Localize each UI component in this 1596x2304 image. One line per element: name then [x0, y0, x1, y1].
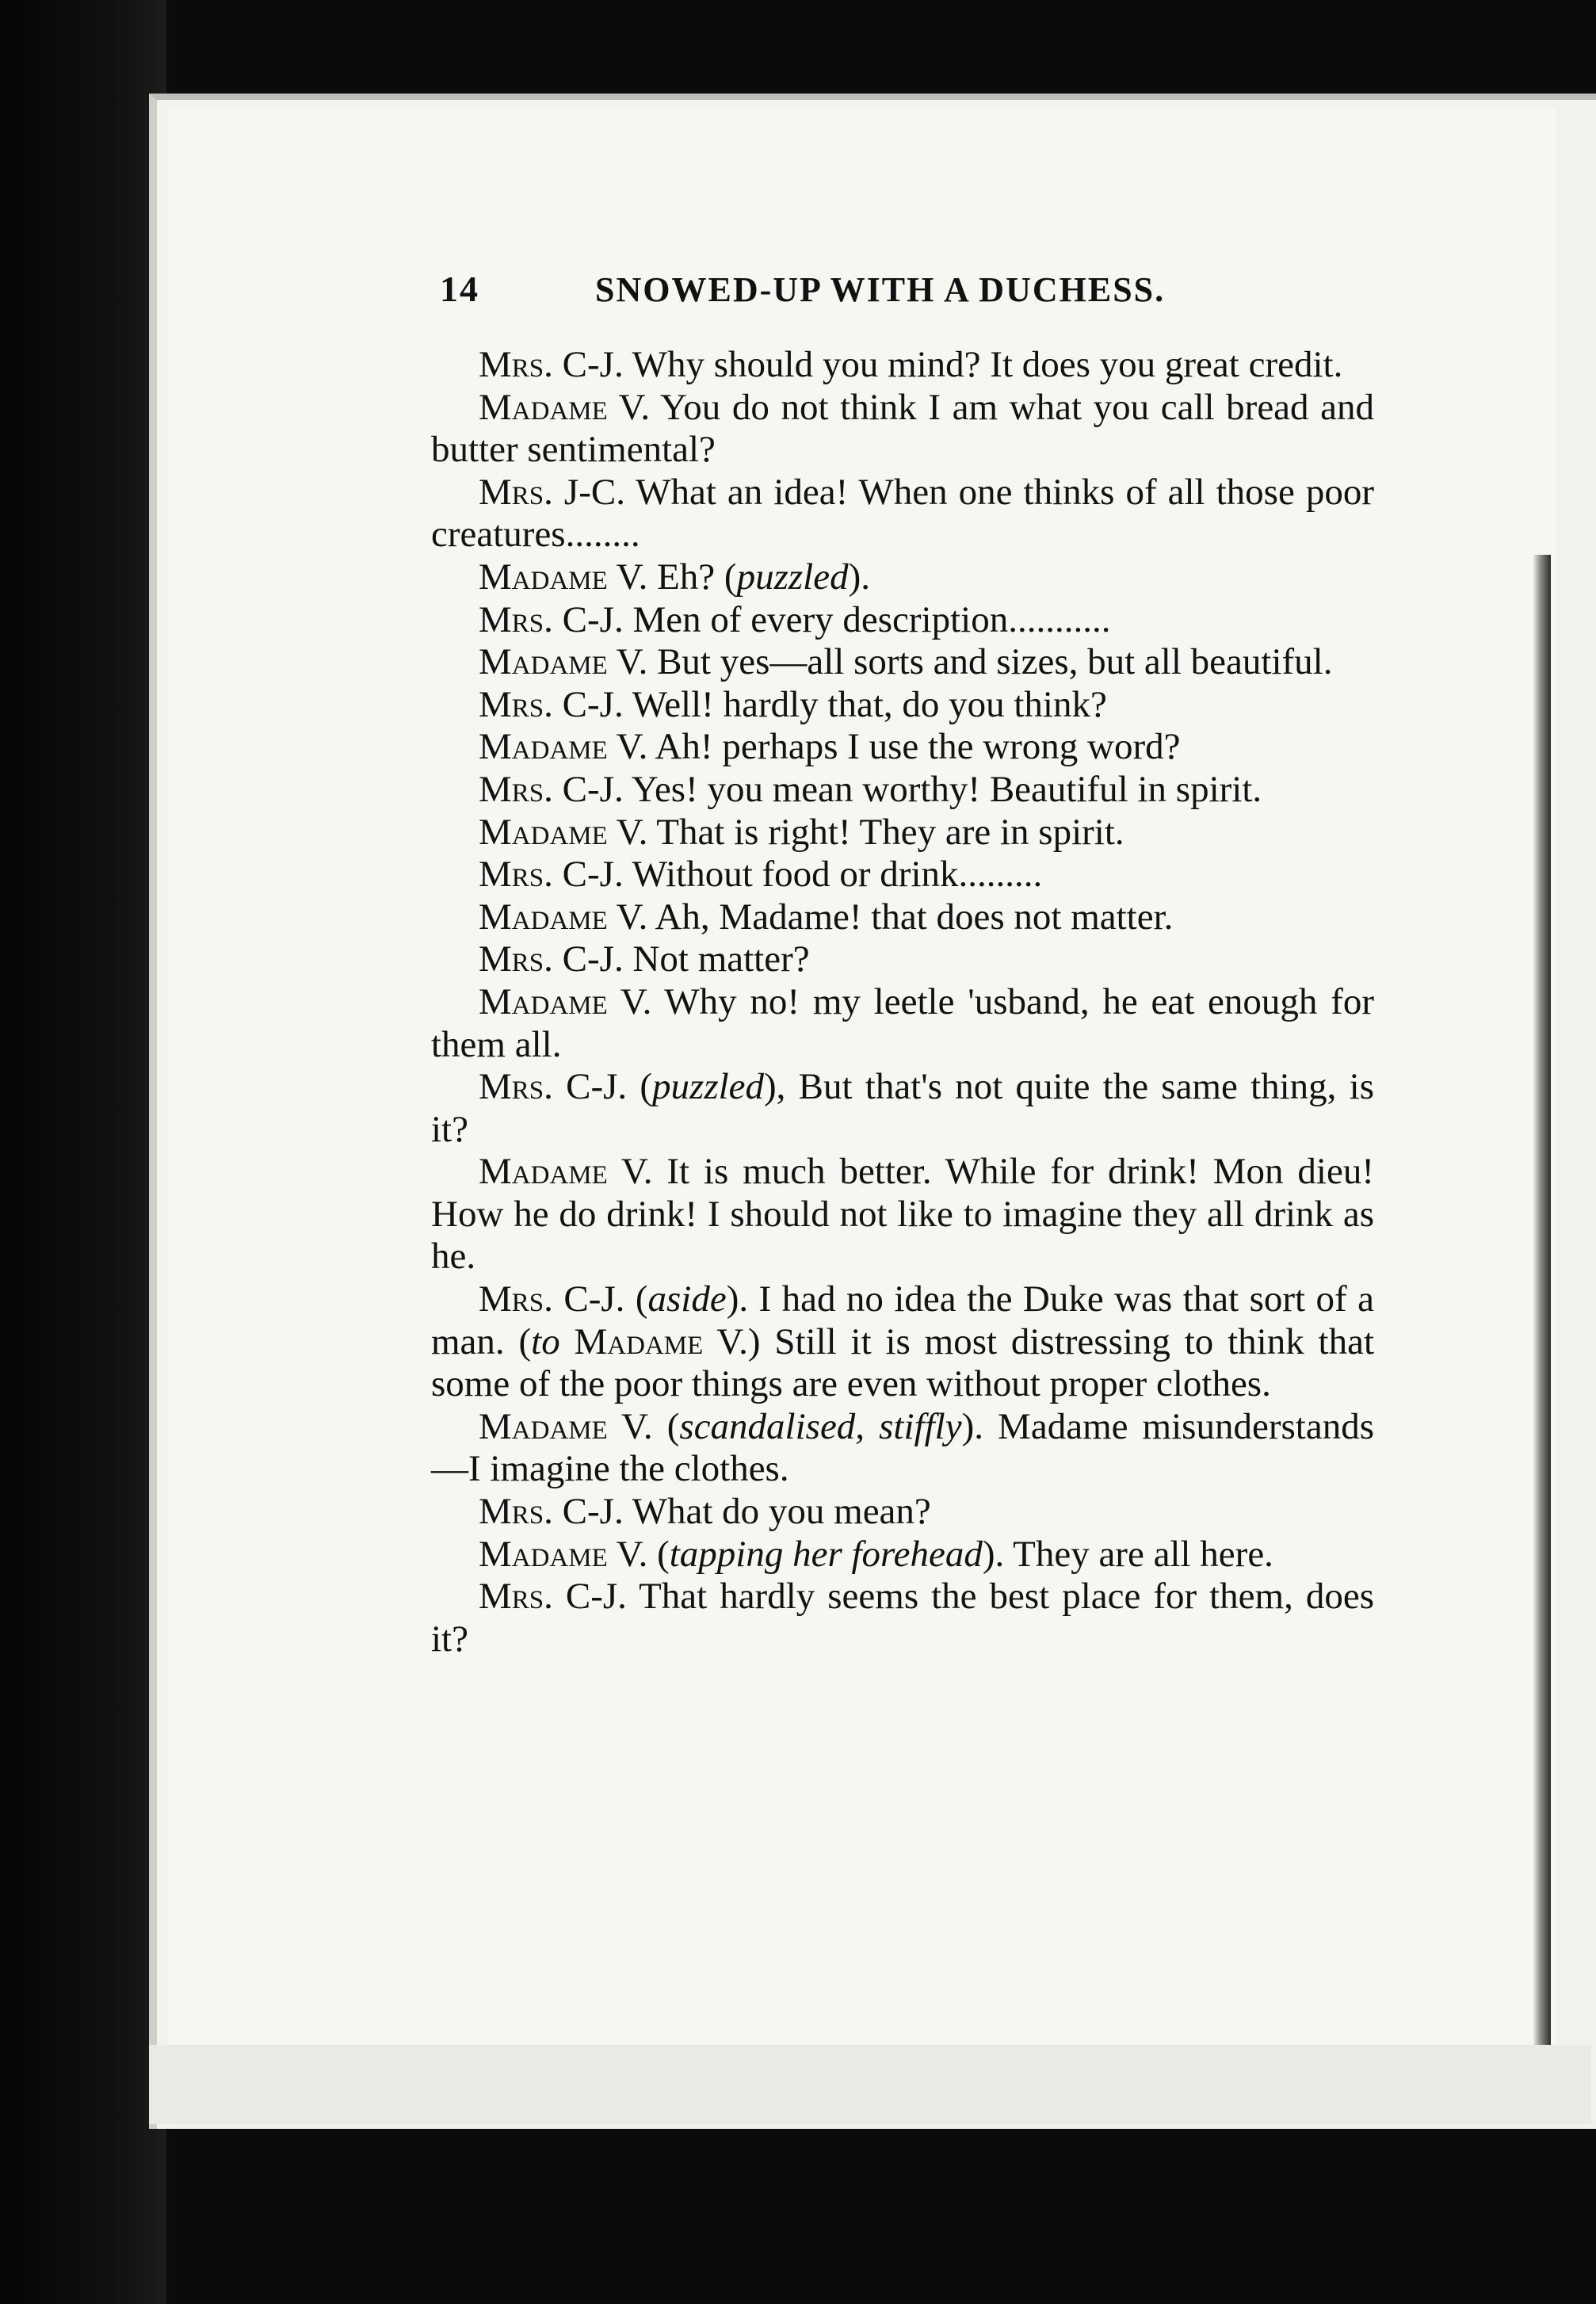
speaker: Madame V.	[479, 1151, 653, 1193]
speaker: Mrs. C-J.	[479, 1278, 625, 1320]
page-right-edge	[1533, 555, 1551, 2061]
speaker: Mrs. C-J.	[479, 1576, 627, 1618]
dialogue-paragraph	[431, 854, 1374, 896]
dialogue-paragraph	[431, 641, 1374, 684]
speech: (	[627, 1066, 653, 1108]
speaker: Mrs. C-J.	[479, 1491, 624, 1533]
speech: But yes—all sorts and sizes, but all beautiful.	[647, 641, 1333, 683]
dialogue-paragraph	[431, 769, 1374, 812]
speech: ). They are all here.	[982, 1533, 1273, 1575]
dialogue-paragraph	[431, 726, 1374, 769]
scan-background-left	[0, 0, 166, 2304]
dialogue-paragraph	[431, 1576, 1374, 1660]
speaker: Mrs. C-J.	[479, 344, 624, 385]
dialogue-text	[431, 344, 1374, 1660]
speech: ). I had no idea the Duke was that sort of a man. (	[431, 1278, 1374, 1362]
speech: Ah, Madame! that does not matter.	[647, 896, 1174, 938]
dialogue-paragraph	[431, 981, 1374, 1066]
speech: ). Madame misunderstands—I imagine the clothes.	[431, 1405, 1374, 1490]
speech: Without food or drink.........	[623, 854, 1043, 896]
speaker: Madame V.	[479, 726, 648, 768]
running-head-title: SNOWED-UP WITH A DUCHESS.	[595, 270, 1166, 309]
dialogue-paragraph	[431, 599, 1374, 642]
running-head	[440, 268, 1446, 310]
speaker: Mrs. C-J.	[479, 938, 624, 980]
speech: You do not think I am what you call bread and butter sentimental?	[431, 386, 1375, 471]
speech: (	[652, 1405, 680, 1447]
speaker: Madame V.	[479, 896, 648, 938]
dialogue-paragraph	[431, 344, 1374, 387]
speech: Why should you mind? It does you great credit.	[623, 344, 1343, 385]
stage-direction: scandalised, stiffly	[679, 1405, 962, 1447]
stage-direction: to	[531, 1320, 560, 1362]
dialogue-paragraph	[431, 896, 1374, 939]
speaker: Madame V.	[479, 1405, 653, 1447]
speaker: Mrs. C-J.	[479, 598, 624, 640]
speech: Yes! you mean worthy! Beautiful in spirit.	[623, 768, 1262, 810]
speaker: Mrs. C-J.	[479, 768, 624, 810]
speaker: Mrs. J-C.	[479, 471, 625, 513]
dialogue-paragraph	[431, 1151, 1374, 1278]
dialogue-paragraph	[431, 472, 1374, 556]
speaker: Mrs. C-J.	[479, 1066, 628, 1108]
speech: That is right! They are in spirit.	[647, 811, 1124, 853]
dialogue-paragraph	[431, 684, 1374, 727]
dialogue-paragraph	[431, 938, 1374, 981]
page-bottom-margin	[149, 2045, 1591, 2124]
dialogue-paragraph	[431, 387, 1374, 472]
speech: (	[647, 1533, 670, 1575]
dialogue-paragraph	[431, 1066, 1374, 1151]
speaker: Madame V.	[479, 641, 648, 683]
dialogue-paragraph	[431, 1278, 1374, 1406]
speech: ), But that's not quite the same thing, is it?	[431, 1066, 1374, 1150]
speech: ) Still it is most distressing to think that some of the poor things are even without proper clothes.	[431, 1320, 1374, 1405]
speaker: Madame V.	[479, 811, 648, 853]
speech: Ah! perhaps I use the wrong word?	[647, 726, 1181, 768]
speaker-reference: Madame V.	[559, 1320, 748, 1362]
speech: Men of every description...........	[623, 598, 1111, 640]
dialogue-paragraph	[431, 1406, 1374, 1491]
stage-direction: aside	[647, 1278, 727, 1320]
speech: It is much better. While for drink! Mon dieu! How he do drink! I should not like to imagine they all drink as he.	[431, 1151, 1374, 1278]
speaker: Madame V.	[479, 556, 648, 598]
page-number: 14	[440, 269, 479, 309]
speech: That hardly seems the best place for them, does it?	[431, 1576, 1374, 1660]
speaker: Mrs. C-J.	[479, 854, 624, 896]
speaker: Mrs. C-J.	[479, 683, 624, 725]
speech: Not matter?	[623, 938, 810, 980]
speech: Eh? (	[647, 556, 737, 598]
stage-direction: puzzled	[736, 556, 849, 598]
speech: Why no! my leetle 'usband, he eat enough for them all.	[431, 980, 1375, 1065]
dialogue-paragraph	[431, 556, 1374, 599]
dialogue-paragraph	[431, 1534, 1374, 1576]
speaker: Madame V.	[479, 386, 651, 428]
speech: What an idea! When one thinks of all those poor creatures........	[431, 471, 1374, 556]
speech: ).	[848, 556, 870, 598]
stage-direction: puzzled	[652, 1066, 765, 1108]
speech: Well! hardly that, do you think?	[623, 683, 1107, 725]
speaker: Madame V.	[479, 980, 652, 1022]
stage-direction: tapping her forehead	[669, 1533, 983, 1575]
speech: (	[624, 1278, 648, 1320]
dialogue-paragraph	[431, 812, 1374, 854]
speaker: Madame V.	[479, 1533, 648, 1575]
dialogue-paragraph	[431, 1491, 1374, 1534]
speech: What do you mean?	[623, 1491, 931, 1533]
